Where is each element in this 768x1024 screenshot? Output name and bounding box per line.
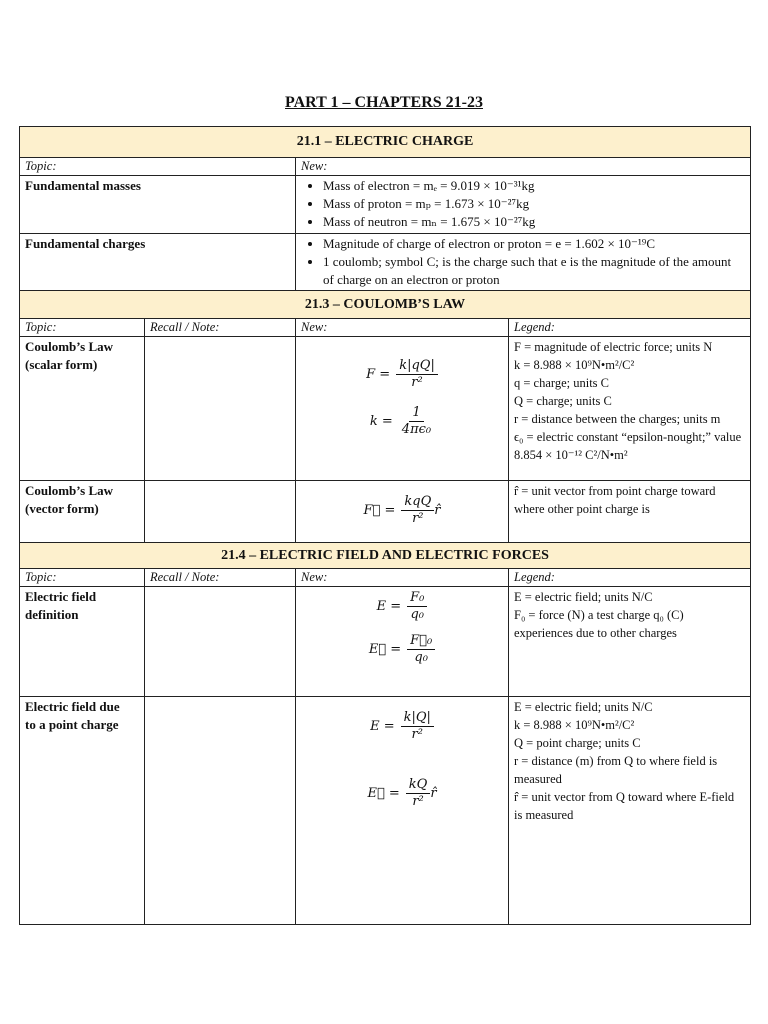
- equation-point-field-scalar: [370, 710, 434, 743]
- charges-list: [296, 234, 751, 291]
- eq-numerator: kqQ: [401, 494, 434, 511]
- recall-cell[interactable]: [145, 481, 296, 543]
- eq-lhs: k =: [369, 413, 393, 429]
- eq-denominator: q₀: [410, 607, 425, 622]
- topic-line: Electric field due: [25, 699, 120, 714]
- eq-numerator: F₀: [407, 590, 427, 607]
- mass-neutron: • Mass of neutron = mₙ = 1.675 × 10⁻²⁷kg: [323, 213, 745, 231]
- eq-lhs: F =: [366, 366, 391, 382]
- header-new: New:: [296, 569, 509, 587]
- equation-coulomb-constant: [370, 405, 434, 438]
- eq-denominator: 4πϵ₀: [401, 422, 432, 437]
- topic-electric-field-definition: [20, 587, 145, 697]
- topic-line: Electric field: [25, 589, 97, 604]
- equation-point-field-vector: [367, 777, 436, 810]
- eq-lhs: F⃗ =: [363, 502, 396, 518]
- topic-line: (scalar form): [25, 357, 98, 372]
- section-title-electric-charge: 21.1 – ELECTRIC CHARGE: [20, 127, 751, 158]
- legend-item: r̂ = unit vector from point charge toward where other point charge is: [514, 484, 716, 516]
- equations-cell: [296, 587, 509, 697]
- legend-cell: [509, 481, 751, 543]
- coulomb-definition: • 1 coulomb; symbol C; is the charge such that e is the magnitude of the amount of charge on an electron or proton: [323, 253, 745, 289]
- mass-electron: • Mass of electron = mₑ = 9.019 × 10⁻³¹kg: [323, 177, 745, 195]
- equations-cell: [296, 481, 509, 543]
- masses-list: [296, 176, 751, 234]
- section-title-coulombs-law: 21.3 – COULOMB’S LAW: [20, 291, 751, 319]
- equation-field-vector: [369, 633, 435, 666]
- eq-unit-vector: r̂: [434, 502, 441, 518]
- recall-cell[interactable]: [145, 697, 296, 925]
- eq-numerator: 1: [409, 405, 423, 422]
- legend-item: k = 8.988 × 10⁹N•m²/C²: [514, 358, 635, 372]
- topic-field-point-charge: [20, 697, 145, 925]
- page-title: PART 1 – CHAPTERS 21-23: [285, 94, 483, 111]
- header-topic: Topic:: [20, 319, 145, 337]
- legend-item: Q = charge; units C: [514, 394, 612, 408]
- header-recall: Recall / Note:: [145, 319, 296, 337]
- equation-coulomb-scalar: [366, 358, 438, 391]
- eq-lhs: E =: [370, 718, 395, 734]
- eq-denominator: r²: [411, 375, 423, 390]
- topic-fundamental-masses: Fundamental masses: [20, 176, 296, 234]
- eq-lhs: E⃗ =: [367, 785, 400, 801]
- eq-numerator: k|Q|: [401, 710, 434, 727]
- legend-cell: [509, 697, 751, 925]
- recall-cell[interactable]: [145, 337, 296, 481]
- topic-line: to a point charge: [25, 717, 119, 732]
- legend-item: E = electric field; units N/C: [514, 590, 653, 604]
- charge-magnitude: • Magnitude of charge of electron or proton = e = 1.602 × 10⁻¹⁹C: [323, 235, 745, 253]
- header-new: New:: [296, 319, 509, 337]
- eq-denominator: q₀: [414, 650, 428, 665]
- legend-item: k = 8.988 × 10⁹N•m²/C²: [514, 718, 635, 732]
- legend-item: r = distance (m) from Q to where field is measured: [514, 754, 718, 786]
- eq-denominator: r²: [412, 511, 424, 526]
- eq-lhs: E⃗ =: [368, 641, 402, 657]
- section-title-electric-field: 21.4 – ELECTRIC FIELD AND ELECTRIC FORCES: [20, 543, 751, 569]
- equations-cell: [296, 337, 509, 481]
- topic-line: Coulomb’s Law: [25, 483, 114, 498]
- eq-unit-vector: r̂: [430, 785, 437, 801]
- legend-item: E = electric field; units N/C: [514, 700, 653, 714]
- legend-item: q = charge; units C: [514, 376, 610, 390]
- header-legend: Legend:: [509, 319, 751, 337]
- eq-denominator: r²: [412, 794, 424, 809]
- header-legend: Legend:: [509, 569, 751, 587]
- topic-coulomb-scalar: [20, 337, 145, 481]
- legend-item: F₀ = force (N) a test charge q₀ (C) experiences due to other charges: [514, 608, 684, 640]
- topic-fundamental-charges: Fundamental charges: [20, 234, 296, 291]
- eq-numerator: kQ: [406, 777, 431, 794]
- header-topic: Topic:: [20, 569, 145, 587]
- legend-item: r̂ = unit vector from Q toward where E-field is measured: [514, 790, 735, 822]
- legend-cell: [509, 337, 751, 481]
- legend-cell: [509, 587, 751, 697]
- eq-denominator: r²: [411, 727, 423, 742]
- recall-cell[interactable]: [145, 587, 296, 697]
- mass-proton: • Mass of proton = mₚ = 1.673 × 10⁻²⁷kg: [323, 195, 745, 213]
- eq-lhs: E =: [376, 598, 402, 614]
- header-recall: Recall / Note:: [145, 569, 296, 587]
- header-new: New:: [296, 158, 751, 176]
- legend-item: ϵ₀ = electric constant “epsilon-nought;” value 8.854 × 10⁻¹² C²/N•m²: [514, 430, 742, 462]
- equations-cell: [296, 697, 509, 925]
- legend-item: Q = point charge; units C: [514, 736, 641, 750]
- notes-table: [19, 126, 750, 925]
- header-topic: Topic:: [20, 158, 296, 176]
- eq-numerator: F⃗₀: [407, 633, 435, 650]
- equation-field-scalar: [377, 590, 428, 623]
- topic-line: Coulomb’s Law: [25, 339, 114, 354]
- topic-coulomb-vector: [20, 481, 145, 543]
- topic-line: definition: [25, 607, 79, 622]
- legend-item: r = distance between the charges; units m: [514, 412, 721, 426]
- legend-item: F = magnitude of electric force; units N: [514, 340, 713, 354]
- eq-numerator: k|qQ|: [396, 358, 438, 375]
- equation-coulomb-vector: [364, 494, 441, 527]
- topic-line: (vector form): [25, 501, 99, 516]
